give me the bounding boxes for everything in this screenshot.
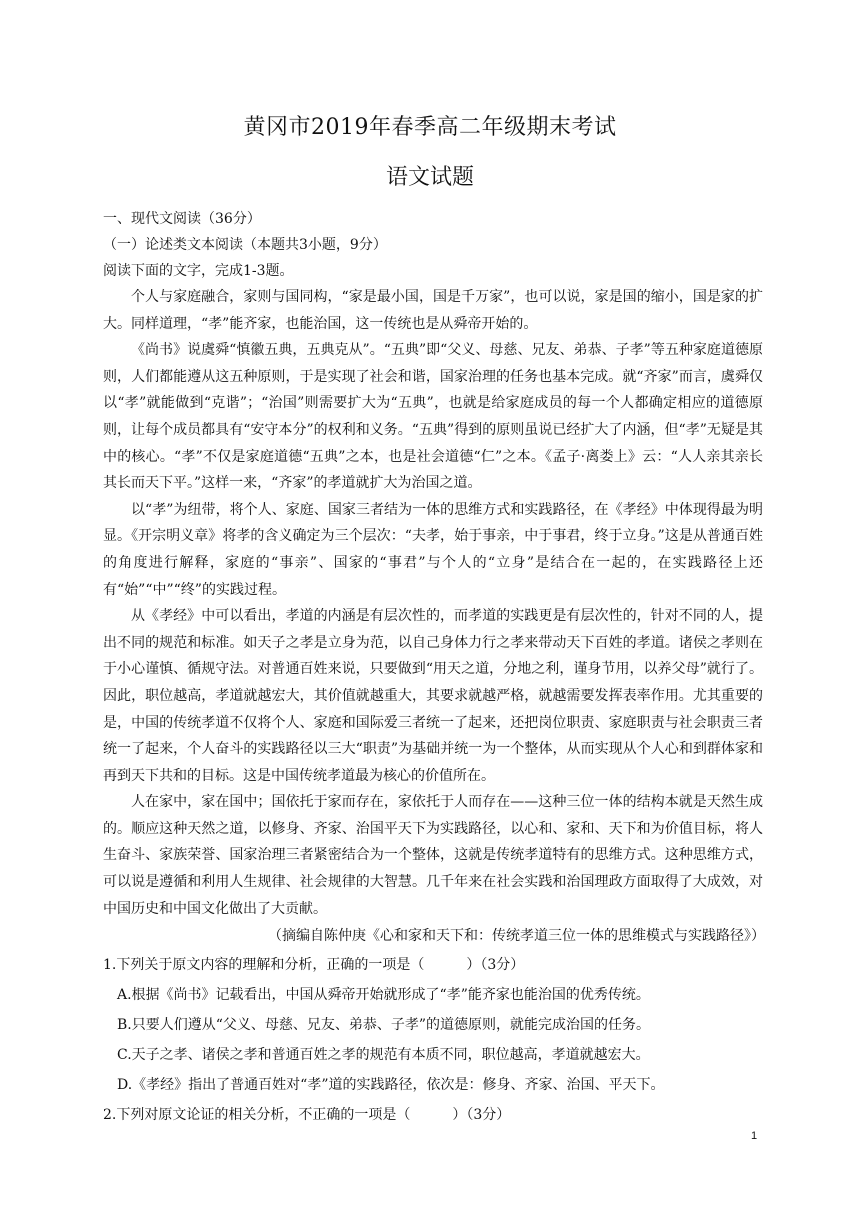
question-stem: 2.下列对原文论证的相关分析，不正确的一项是（ ）（3分） [103,1107,511,1124]
subsection-heading: （一）论述类文本阅读（本题共3小题，9分） [103,237,387,253]
passage-source: （摘编自陈仲庚《心和家和天下和：传统孝道三位一体的思维模式与实践路径》） [268,928,765,945]
question-option-c: C.天子之孝、诸侯之孝和普通百姓之孝的规范有本质不同，职位越高，孝道就越宏大。 [117,1047,650,1064]
question-option-b: B.只要人们遵从“父义、母慈、兄友、弟恭、子孝”的道德原则，就能完成治国的任务。 [117,1017,651,1034]
exam-title: 黄冈市2019年春季高二年级期末考试 [243,115,617,140]
reading-instruction: 阅读下面的文字，完成1-3题。 [103,263,294,279]
page-number: 1 [751,1130,758,1142]
passage-paragraph: 以“孝”为纽带，将个人、家庭、国家三者结为一体的思维方式和实践路径，在《孝经》中体现得最为明显。《开宗明义章》将孝的含义确定为三个层次：“夫孝，始于事亲，中于事君，终于立身。”这是从普通百姓的角度进行解释，家庭的“事亲”、国家的“事君”与个人的“立身”是结合在一起的，在实践路径上还有“始”“中”“终”的实践过程。 [103,501,763,598]
exam-subtitle: 语文试题 [385,165,474,190]
question-option-d: D.《孝经》指出了普通百姓对“孝”道的实践路径，依次是：修身、齐家、治国、平天下。 [117,1077,665,1094]
passage-paragraph: 人在家中，家在国中；国依托于家而存在，家依托于人而存在——这种三位一体的结构本就是天然生成的。顺应这种天然之道，以修身、齐家、治国平天下为实践路径，以心和、家和、天下和为价值目标，将人生奋斗、家族荣誉、国家治理三者紧密结合为一个整体，这就是传统孝道特有的思维方式。这种思维方式，可以说是遵循和利用人生规律、社会规律的大智慧。几千年来在社会实践和治国理政方面取得了大成效，对中国历史和中国文化做出了大贡献。 [103,794,763,917]
passage-paragraph: 个人与家庭融合，家则与国同构，“家是最小国，国是千万家”，也可以说，家是国的缩小，国是家的扩大。同样道理，“孝”能齐家，也能治国，这一传统也是从舜帝开始的。 [103,289,763,332]
passage-paragraph: 《尚书》说虞舜“慎徽五典，五典克从”。“五典”即“父义、母慈、兄友、弟恭、子孝”等五种家庭道德原则，人们都能遵从这五种原则，于是实现了社会和谐，国家治理的任务也基本完成。就“齐家”而言，虞舜仅以“孝”就能做到“克谐”；“治国”则需要扩大为“五典”，也就是给家庭成员的每一个人都确定相应的道德原则，让每个成员都具有“安守本分”的权利和义务。“五典”得到的原则虽说已经扩大了内涵，但“孝”无疑是其中的核心。“孝”不仅是家庭道德“五典”之本，也是社会道德“仁”之本。《孟子·离娄上》云：“人人亲其亲长其长而天下平。”这样一来，“齐家”的孝道就扩大为治国之道。 [103,342,763,492]
passage-paragraph: 从《孝经》中可以看出，孝道的内涵是有层次性的，而孝道的实践更是有层次性的，针对不同的人，提出不同的规范和标准。如天子之孝是立身为范，以自己身体力行之孝来带动天下百姓的孝道。诸侯之孝则在于小心谨慎、循规守法。对普通百姓来说，只要做到“用天之道，分地之利，谨身节用，以养父母”就行了。因此，职位越高，孝道就越宏大，其价值就越重大，其要求就越严格，就越需要发挥表率作用。尤其重要的是，中国的传统孝道不仅将个人、家庭和国际爱三者统一了起来，还把岗位职责、家庭职责与社会职责三者统一了起来，个人奋斗的实践路径以三大“职责”为基础并统一为一个整体，从而实现从个人心和到群体家和再到天下共和的目标。这是中国传统孝道最为核心的价值所在。 [103,608,763,784]
section-heading: 一、现代文阅读（36分） [103,211,261,227]
question-option-a: A.根据《尚书》记载看出，中国从舜帝开始就形成了“孝”能齐家也能治国的优秀传统。 [117,987,650,1004]
exam-content [103,206,763,1130]
question-stem: 1.下列关于原文内容的理解和分析，正确的一项是（ ）（3分） [103,957,525,974]
